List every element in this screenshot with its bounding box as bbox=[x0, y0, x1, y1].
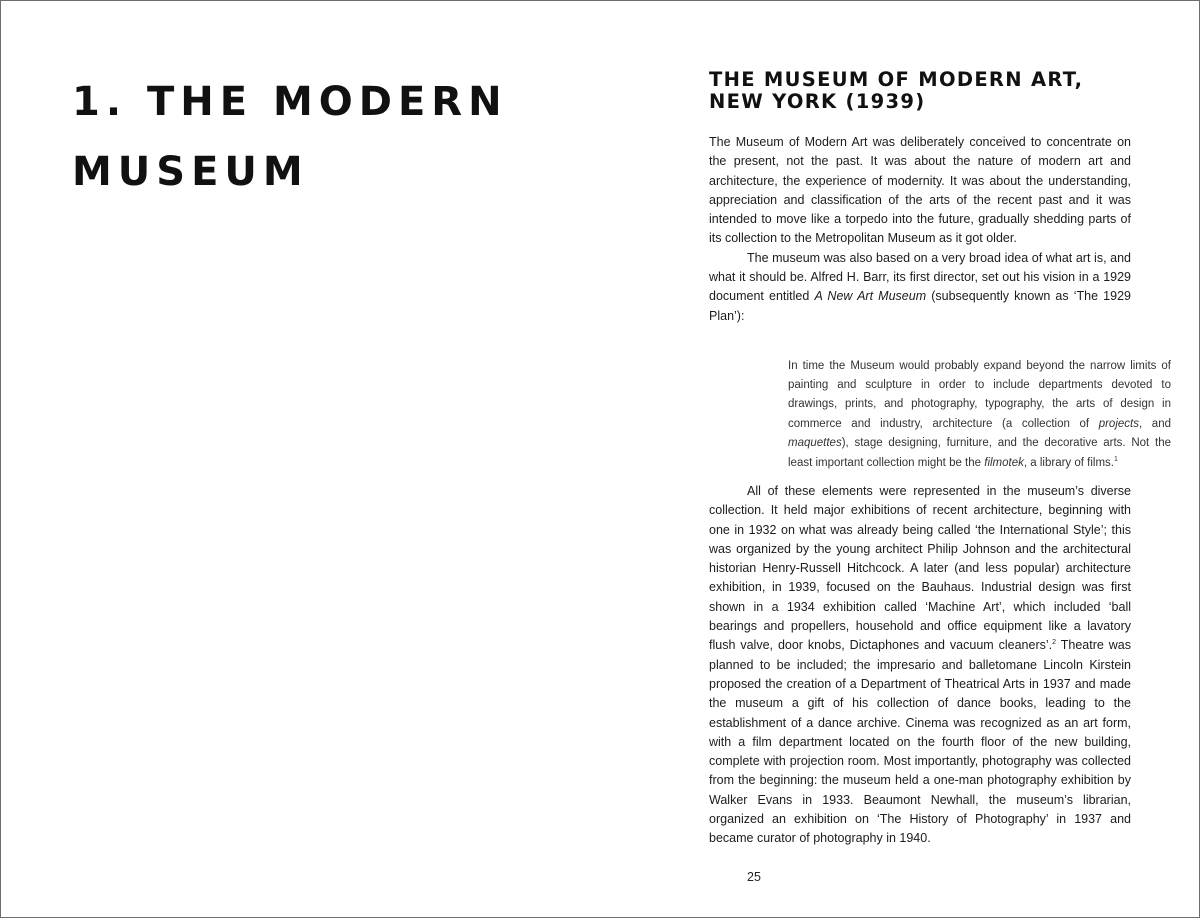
page-number: 25 bbox=[747, 870, 761, 884]
block-quote bbox=[788, 357, 1171, 473]
chapter-title-line-2: MUSEUM bbox=[72, 149, 309, 195]
document-title: A New Art Museum bbox=[814, 289, 927, 304]
section-heading bbox=[709, 69, 1139, 113]
paragraph-2 bbox=[709, 249, 1131, 326]
quote-part-d: , a library of films. bbox=[1023, 456, 1114, 469]
paragraph-1: The Museum of Modern Art was deliberately conceived to concentrate on the present, not the past. It was about the nature of modern art and architecture, the experience of modernity. It was about the understanding, appreciation and classification of the arts of the recent past and it was intended to move like a torpedo into the future, gradually shedding parts of its collection to the Metropolitan Museum as it got older. bbox=[709, 135, 1131, 246]
quote-part-a: In time the Museum would probably expand beyond the narrow limits of painting and sculpture in order to include departments devoted to drawings, prints, and photography, typography, the arts of design in commerce and industry, architecture (a collection of bbox=[788, 359, 1171, 430]
footnote-marker-2: 2 bbox=[1052, 639, 1057, 647]
quote-italic-filmotek: filmotek bbox=[984, 456, 1024, 469]
chapter-title-line-1: 1. THE MODERN bbox=[72, 79, 508, 125]
quote-text bbox=[788, 357, 1171, 473]
left-page bbox=[1, 1, 601, 917]
chapter-title bbox=[72, 67, 508, 207]
paragraph-3-part-b: Theatre was planned to be included; the impresario and balletomane Lincoln Kirstein proposed the creation of a Department of Theatrical Arts in 1937 and made the museum a gift of his collection of dance books, leading to the establishment of a dance archive. Cinema was recognized as an art form, with a film department located on the fourth floor of the new building, complete with projection room. Most importantly, photography was collected from the beginning: the museum held a one-man photography exhibition by Walker Evans in 1933. Beaumont Newhall, the museum’s librarian, organized an exhibition on ‘The History of Photography’ in 1937 and became curator of photography in 1940. bbox=[709, 638, 1131, 846]
right-page bbox=[601, 1, 1199, 917]
quote-part-c: ), stage designing, furniture, and the decorative arts. Not the least important collection might be the bbox=[788, 437, 1171, 469]
footnote-marker-1: 1 bbox=[1113, 455, 1118, 463]
paragraph-3 bbox=[709, 482, 1131, 849]
paragraph-3-part-a: All of these elements were represented in the museum’s diverse collection. It held major exhibitions of recent architecture, beginning with one in 1932 on what was already being called ‘the International Style’; this was organized by the young architect Philip Johnson and the architectural historian Henry-Russell Hitchcock. A later (and less popular) architecture exhibition, in 1939, focused on the Bauhaus. Industrial design was first shown in a 1934 exhibition called ‘Machine Art’, which included ‘ball bearings and propellers, household and office equipment like a lavatory flush valve, door knobs, Dictaphones and vacuum cleaners’. bbox=[709, 484, 1131, 653]
body-text-bottom bbox=[709, 482, 1131, 849]
paragraph-2-part-b: (subsequently known as ‘The 1929 Plan’): bbox=[709, 289, 1131, 323]
paragraph-2-part-a: The museum was also based on a very broad idea of what art is, and what it should be. Alfred H. Barr, its first director, set out his vision in a 1929 document entitled bbox=[709, 250, 1131, 304]
section-heading-line-2: NEW YORK (1939) bbox=[709, 90, 926, 113]
quote-italic-projects: projects bbox=[1098, 417, 1139, 430]
quote-italic-maquettes: maquettes bbox=[788, 437, 842, 450]
quote-part-b: , and bbox=[1138, 417, 1171, 430]
section-heading-line-1: THE MUSEUM OF MODERN ART, bbox=[709, 68, 1084, 91]
body-text-top bbox=[709, 133, 1131, 326]
